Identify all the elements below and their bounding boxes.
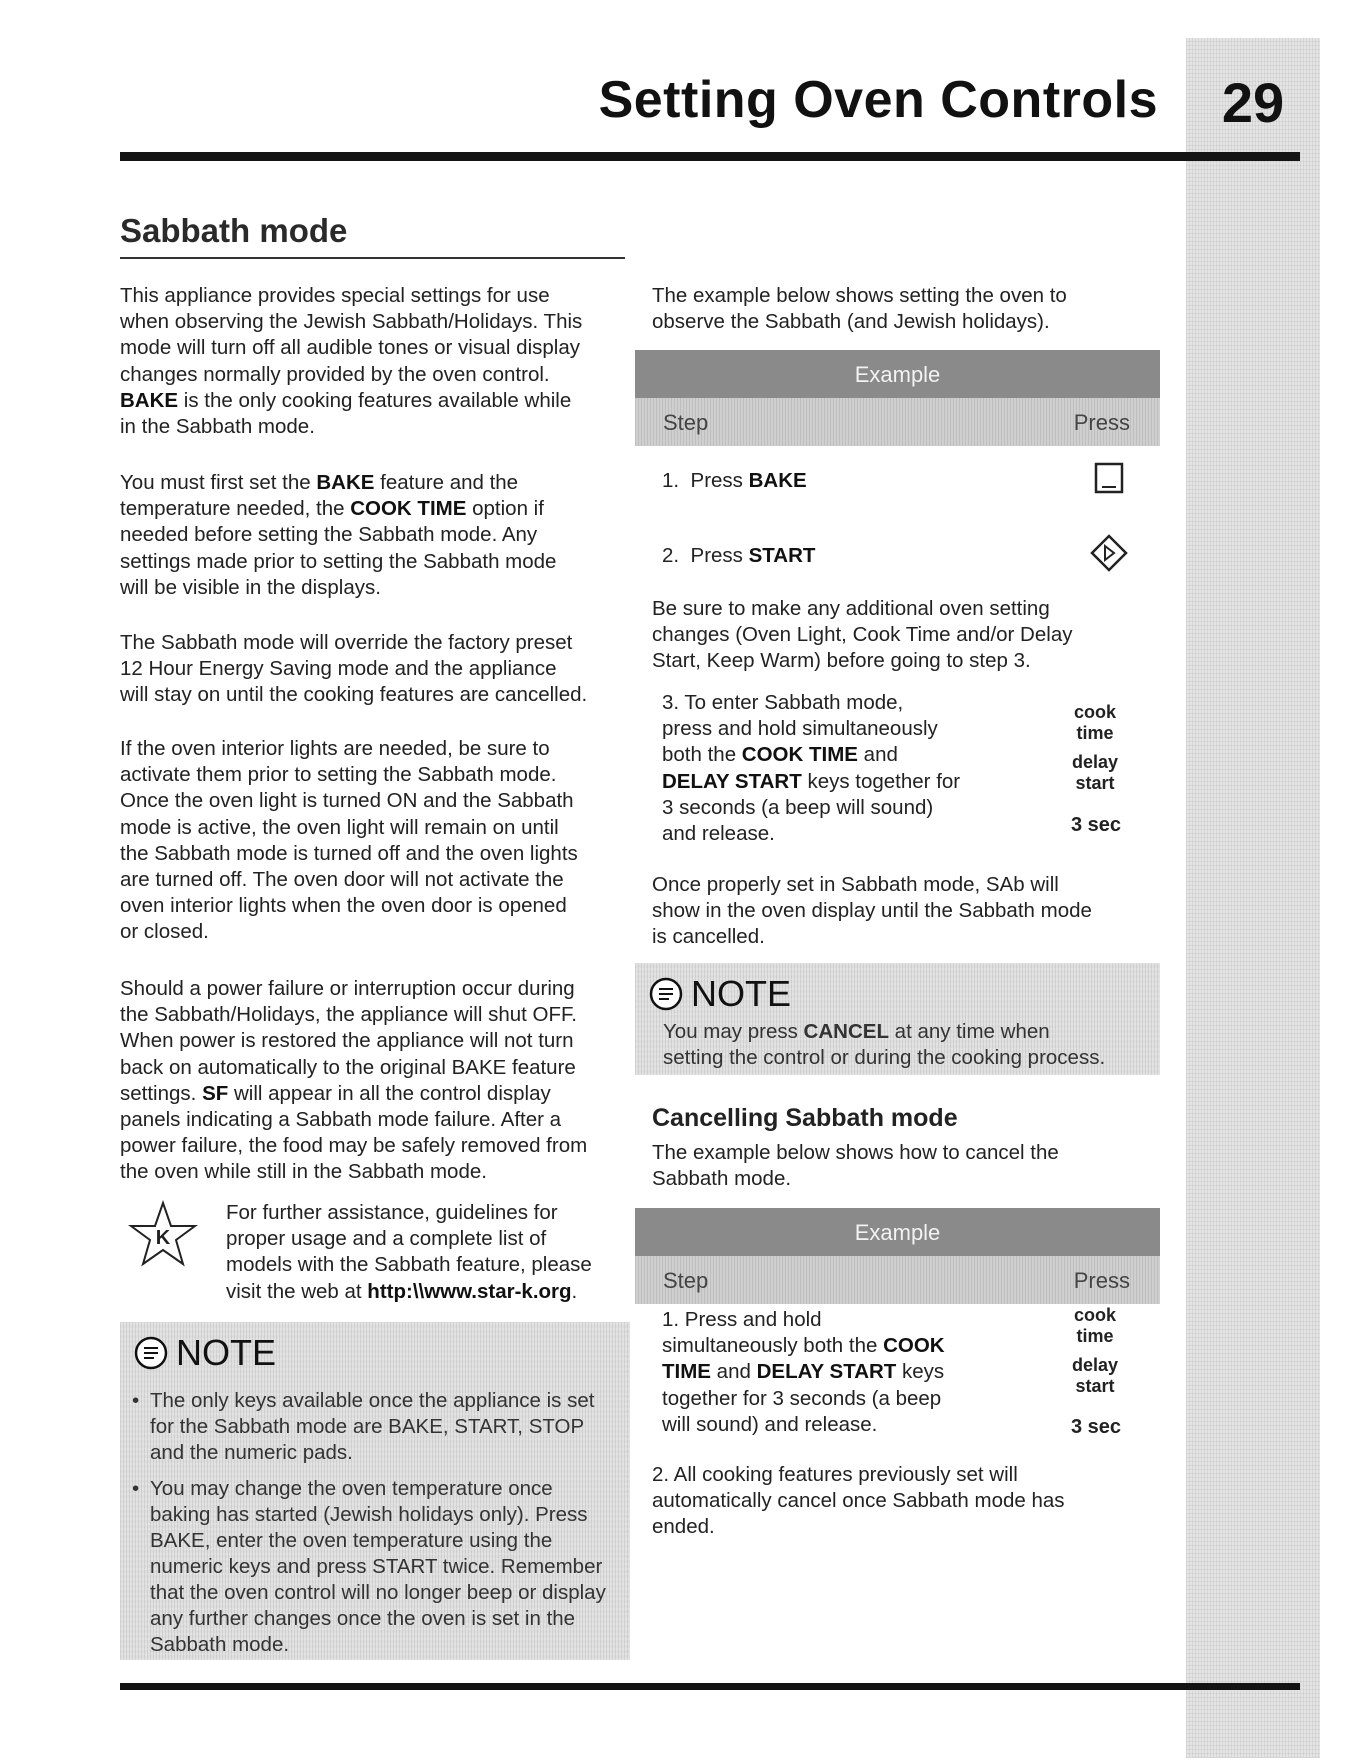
example-intro: The example below shows setting the oven to observe the Sabbath (and Jewish holidays). (652, 284, 1067, 334)
hold-duration: 3 sec (1070, 1416, 1122, 1438)
cook-time-key: cook time (1073, 1305, 1116, 1346)
delay-start-key: delay start (1071, 752, 1119, 793)
bake-key-icon (1094, 462, 1124, 494)
note-item: • You may change the oven temperature once baking has started (Jewish holidays only). Press BAKE, enter the oven temperature using the numeric keys and press START twice. Remember that the oven control will no longer beep or display any further changes once the oven is set in the Sabbath mode. (128, 1476, 618, 1658)
paragraph-lights: If the oven interior lights are needed, be sure to activate them prior to setting the Sabbath mode. Once the oven light is turned ON and the Sabbath mode is active, the oven light will remain on until the Sabbath mode is turned off and the oven lights are turned off. The oven door will not activate the oven interior lights when the oven door is opened or closed. (120, 737, 578, 944)
page-title: Setting Oven Controls (598, 71, 1158, 129)
additional-settings-note: Be sure to make any additional oven setting changes (Oven Light, Cook Time and/or Delay Start, Keep Warm) before going to step 3. (652, 597, 1073, 673)
step-1: 1. Press BAKE (662, 469, 807, 492)
star-k-logo-icon (128, 1200, 198, 1270)
section-heading: Sabbath mode (120, 212, 348, 249)
note-header: NOTE (134, 1332, 276, 1374)
note-item: • The only keys available once the appliance is set for the Sabbath mode are BAKE, START, STOP and the numeric pads. (128, 1388, 618, 1466)
note-icon (134, 1336, 168, 1370)
paragraph-power-failure: Should a power failure or interruption occur during the Sabbath/Holidays, the appliance will shut OFF. When power is restored the appliance will not turn back on automatically to the original BAKE feature settings. SF will appear in all the control display panels indicating a Sabbath mode failure. After a power failure, the food may be safely removed from the oven while still in the Sabbath mode. (120, 977, 588, 1184)
sabbath-display-info: Once properly set in Sabbath mode, SAb will show in the oven display until the Sabbath mode is cancelled. (652, 873, 1092, 949)
sabbath-note-box (120, 1322, 630, 1660)
page-number-tab (1186, 38, 1320, 1758)
paragraph-override: The Sabbath mode will override the factory preset 12 Hour Energy Saving mode and the appliance will stay on until the cooking features are cancelled. (120, 631, 588, 707)
start-key-icon (1090, 534, 1128, 572)
section-heading-rule (120, 257, 625, 259)
cancel-example-header: Example Step Press (635, 1208, 1160, 1304)
header-rule (120, 152, 1300, 161)
svg-text:K: K (155, 1227, 171, 1249)
step-3: 3. To enter Sabbath mode, press and hold simultaneously both the COOK TIME and DELAY START keys together for 3 seconds (a beep will sound) and release. (662, 691, 961, 846)
cancel-intro: The example below shows how to cancel the Sabbath mode. (652, 1141, 1059, 1191)
note-header: NOTE (649, 973, 791, 1015)
hold-duration: 3 sec (1070, 814, 1122, 836)
note-icon (649, 977, 683, 1011)
delay-start-key: delay start (1071, 1355, 1119, 1396)
page-number: 29 (1221, 71, 1285, 134)
star-k-info: For further assistance, guidelines for proper usage and a complete list of models with the Sabbath feature, please visit the web at http:\\www.star-k.org. (226, 1201, 592, 1303)
cancel-note-box: NOTE You may press CANCEL at any time when setting the control or during the cooking process. (635, 963, 1160, 1075)
cancel-step-2: 2. All cooking features previously set will automatically cancel once Sabbath mode has ended. (652, 1463, 1065, 1539)
footer-rule (120, 1683, 1300, 1690)
cancel-step-1: 1. Press and hold simultaneously both the COOK TIME and DELAY START keys together for 3 seconds (a beep will sound) and release. (662, 1308, 945, 1436)
example-table-header: Example Step Press (635, 350, 1160, 446)
paragraph-intro: This appliance provides special settings for use when observing the Jewish Sabbath/Holidays. This mode will turn off all audible tones or visual display changes normally provided by the oven control. BAKE is the only cooking features available while in the Sabbath mode. (120, 284, 583, 439)
paragraph-bake-first: You must first set the BAKE feature and the temperature needed, the COOK TIME option if needed before setting the Sabbath mode. Any settings made prior to setting the Sabbath mode will be visible in the displays. (120, 471, 557, 599)
cancel-heading: Cancelling Sabbath mode (652, 1104, 958, 1132)
cook-time-key: cook time (1073, 702, 1116, 743)
step-2: 2. Press START (662, 544, 816, 567)
star-k-link[interactable]: http:\\www.star-k.org (367, 1279, 572, 1303)
